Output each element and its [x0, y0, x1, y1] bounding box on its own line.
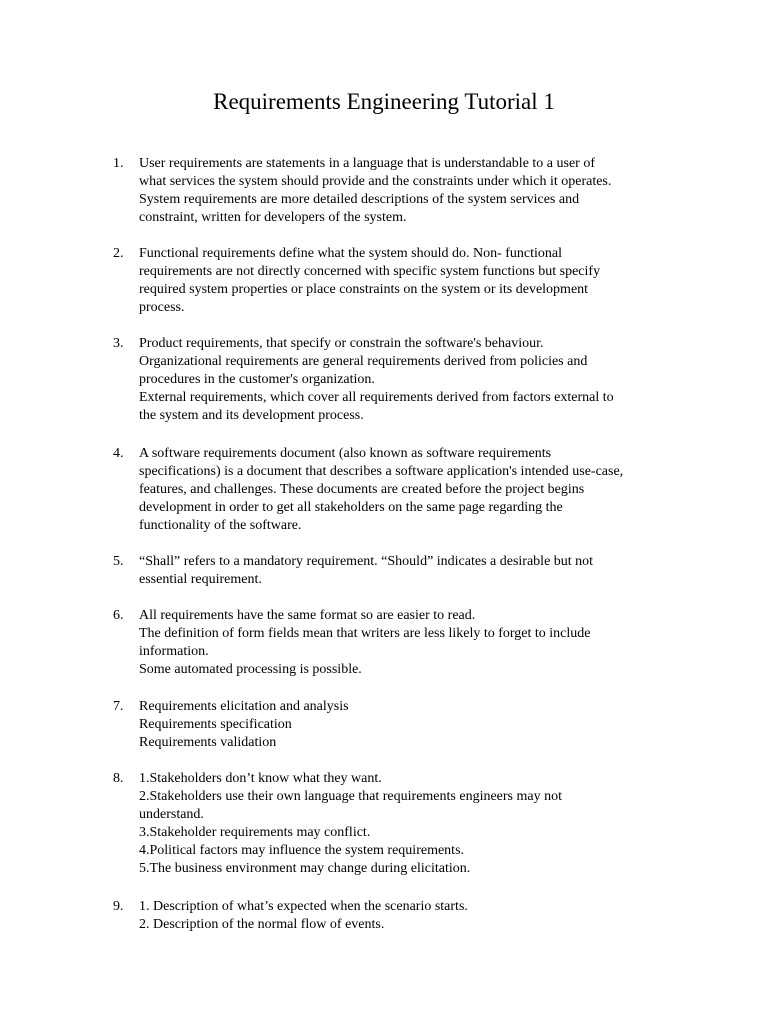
item-number: 6.	[113, 608, 124, 623]
text-line: 5.The business environment may change during elicitation.	[139, 861, 471, 877]
item-text	[139, 245, 684, 317]
item-text	[139, 898, 684, 934]
item-number: 9.	[113, 899, 124, 914]
text-line: Functional requirements define what the system should do. Non- functional	[139, 246, 563, 261]
text-line: process.	[139, 300, 185, 316]
item-text	[139, 445, 684, 535]
item-number: 2.	[113, 246, 124, 261]
item-text	[139, 335, 684, 425]
text-line: A software requirements document (also known as software requirements	[139, 446, 552, 461]
item-number: 3.	[113, 336, 124, 351]
text-line: development in order to get all stakeholders on the same page regarding the	[139, 500, 563, 516]
text-line: the system and its development process.	[139, 408, 364, 424]
text-line: Some automated processing is possible.	[139, 662, 362, 678]
text-line: Requirements specification	[139, 717, 292, 733]
text-line: External requirements, which cover all requirements derived from factors external to	[139, 390, 614, 406]
text-line: System requirements are more detailed descriptions of the system services and	[139, 192, 580, 208]
text-line: Organizational requirements are general requirements derived from policies and	[139, 354, 588, 370]
item-number: 8.	[113, 771, 124, 786]
text-line: Product requirements, that specify or constrain the software's behaviour.	[139, 336, 544, 351]
item-text	[139, 770, 684, 879]
item-text	[139, 553, 684, 589]
text-line: 4.Political factors may influence the system requirements.	[139, 843, 465, 859]
text-line: understand.	[139, 807, 204, 823]
page-title: Requirements Engineering Tutorial 1	[213, 89, 555, 114]
text-line: functionality of the software.	[139, 518, 302, 534]
text-line: information.	[139, 644, 209, 660]
item-number: 4.	[113, 446, 124, 461]
text-line: User requirements are statements in a language that is understandable to a user of	[139, 156, 596, 171]
item-number: 1.	[113, 156, 124, 171]
text-line: 2.Stakeholders use their own language that requirements engineers may not	[139, 789, 562, 805]
text-line: 3.Stakeholder requirements may conflict.	[139, 825, 371, 841]
text-line: The definition of form fields mean that writers are less likely to forget to include	[139, 626, 591, 642]
item-number: 5.	[113, 554, 124, 569]
text-line: 1.Stakeholders don’t know what they want.	[139, 771, 382, 786]
text-line: essential requirement.	[139, 572, 262, 588]
item-text	[139, 607, 684, 679]
item-text	[139, 698, 684, 752]
item-text	[139, 155, 684, 227]
text-line: constraint, written for developers of the system.	[139, 210, 407, 226]
text-line: “Shall” refers to a mandatory requirement. “Should” indicates a desirable but not	[139, 554, 594, 569]
text-line: features, and challenges. These documents are created before the project begins	[139, 482, 585, 498]
text-line: what services the system should provide and the constraints under which it operates.	[139, 174, 612, 190]
text-line: 1. Description of what’s expected when the scenario starts.	[139, 899, 468, 914]
text-line: requirements are not directly concerned with specific system functions but specify	[139, 264, 601, 280]
text-line: 2. Description of the normal flow of events.	[139, 917, 385, 933]
text-line: Requirements elicitation and analysis	[139, 699, 349, 714]
text-line: procedures in the customer's organization.	[139, 372, 375, 388]
text-line: All requirements have the same format so are easier to read.	[139, 608, 476, 623]
item-number: 7.	[113, 699, 124, 714]
text-line: specifications) is a document that describes a software application's intended use-case,	[139, 464, 624, 480]
text-line: Requirements validation	[139, 735, 277, 751]
text-line: required system properties or place constraints on the system or its development	[139, 282, 589, 298]
